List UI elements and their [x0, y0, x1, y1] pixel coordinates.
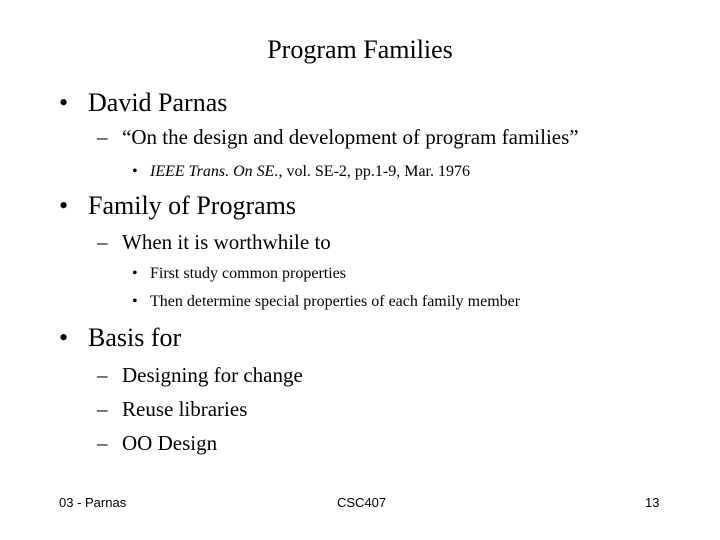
slide-title: Program Families — [267, 35, 453, 64]
citation-journal: IEEE Trans. On SE., — [150, 163, 283, 180]
sub-item-reuse-libraries — [97, 396, 247, 422]
sub-item-designing-for-change — [97, 362, 303, 388]
dash-icon: – — [97, 125, 108, 149]
dash-icon: – — [97, 397, 108, 421]
dash-icon: – — [97, 363, 108, 387]
sub-item-text: Reuse libraries — [122, 397, 248, 421]
bullet-dot-icon: • — [59, 323, 69, 352]
sub-item-text: When it is worthwhile to — [122, 230, 331, 254]
dash-icon: – — [97, 431, 108, 455]
sub-sub-item-citation — [132, 162, 470, 182]
citation-details: vol. SE-2, pp.1-9, Mar. 1976 — [282, 163, 470, 180]
footer-left: 03 - Parnas — [59, 495, 127, 510]
sub-sub-item-special-properties — [132, 292, 520, 312]
bullet-item-david-parnas — [59, 87, 227, 119]
sub-sub-item-common-properties — [132, 264, 346, 284]
footer-page-number: 13 — [645, 495, 660, 510]
bullet-dot-icon: • — [132, 163, 138, 180]
bullet-text: David Parnas — [88, 88, 228, 117]
bullet-dot-icon: • — [59, 191, 69, 220]
bullet-item-basis-for — [59, 322, 181, 354]
sub-item-worthwhile — [97, 229, 331, 255]
sub-sub-item-text: First study common properties — [150, 265, 346, 282]
sub-sub-item-text: Then determine special properties of each family member — [150, 293, 521, 310]
sub-item-text: OO Design — [122, 431, 218, 455]
bullet-dot-icon: • — [132, 293, 138, 310]
bullet-text: Family of Programs — [88, 191, 296, 220]
sub-item-text: “On the design and development of program families” — [122, 125, 579, 149]
bullet-dot-icon: • — [132, 265, 138, 282]
sub-item-text: Designing for change — [122, 363, 303, 387]
dash-icon: – — [97, 230, 108, 254]
bullet-item-family-of-programs — [59, 190, 296, 222]
bullet-dot-icon: • — [59, 88, 69, 117]
footer-center: CSC407 — [337, 495, 387, 510]
sub-item-paper-title — [97, 124, 579, 150]
sub-item-oo-design — [97, 430, 217, 456]
bullet-text: Basis for — [88, 323, 182, 352]
